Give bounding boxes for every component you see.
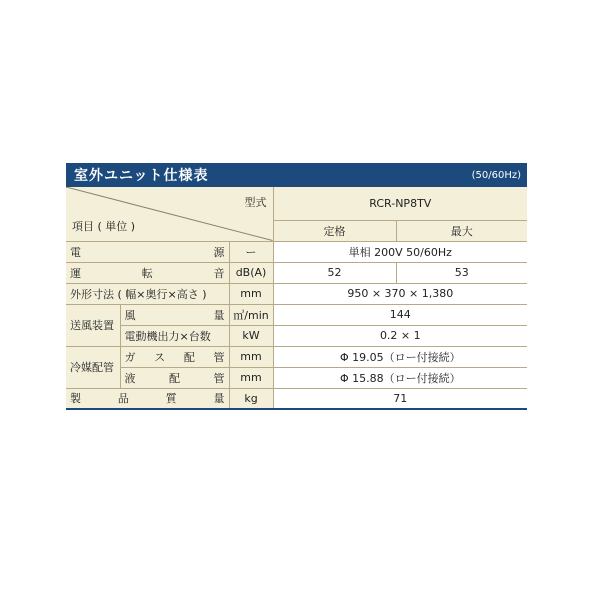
row-unit: kW	[229, 325, 273, 346]
row-unit: kg	[229, 388, 273, 409]
row-label-noise: 運 転 音	[70, 266, 225, 280]
model-name: RCR-NP8TV	[273, 187, 527, 220]
group-label-refrigerant: 冷媒配管	[66, 346, 120, 388]
table-row	[66, 346, 527, 367]
row-value: 71	[273, 388, 527, 409]
spec-title: 室外ユニット仕様表	[74, 168, 209, 184]
frequency-note: (50/60Hz)	[471, 169, 521, 181]
row-value: Φ 19.05（ロー付接続）	[273, 346, 527, 367]
table-row	[66, 325, 527, 346]
row-unit: mm	[229, 283, 273, 304]
row-label-dimensions: 外形寸法 ( 幅×奥行×高さ )	[66, 283, 229, 304]
table-row	[66, 388, 527, 409]
row-label-liquid-pipe: 液 配 管	[124, 371, 225, 385]
table-row	[66, 283, 527, 304]
row-label-weight: 製 品 質 量	[70, 392, 225, 406]
item-header-label: 項目 ( 単位 )	[72, 219, 136, 233]
max-header: 最大	[396, 220, 527, 241]
row-value: 単相 200V 50/60Hz	[273, 241, 527, 262]
row-unit: dB(A)	[229, 262, 273, 283]
table-row	[66, 241, 527, 262]
spec-title-bar	[66, 163, 527, 187]
row-value: Φ 15.88（ロー付接続）	[273, 367, 527, 388]
group-label-fan: 送風装置	[66, 304, 120, 346]
row-unit: mm	[229, 367, 273, 388]
table-row	[66, 367, 527, 388]
row-unit: ー	[229, 241, 273, 262]
spec-table	[66, 187, 527, 410]
row-value: 144	[273, 304, 527, 325]
row-label-gas-pipe: ガ ス 配 管	[124, 350, 225, 364]
spec-table-panel	[66, 163, 527, 410]
row-value: 0.2 × 1	[273, 325, 527, 346]
rated-header: 定格	[273, 220, 396, 241]
row-label-power: 電 源	[70, 245, 225, 259]
row-label-airflow: 風 量	[124, 308, 225, 322]
model-header-label: 型式	[244, 196, 267, 209]
header-diagonal-cell	[66, 187, 273, 241]
table-row	[66, 262, 527, 283]
row-unit: mm	[229, 346, 273, 367]
row-label-motor: 電動機出力×台数	[120, 325, 229, 346]
table-row	[66, 304, 527, 325]
row-value-max: 53	[396, 262, 527, 283]
row-value: 950 × 370 × 1,380	[273, 283, 527, 304]
row-unit: ㎥/min	[229, 304, 273, 325]
row-value-rated: 52	[273, 262, 396, 283]
